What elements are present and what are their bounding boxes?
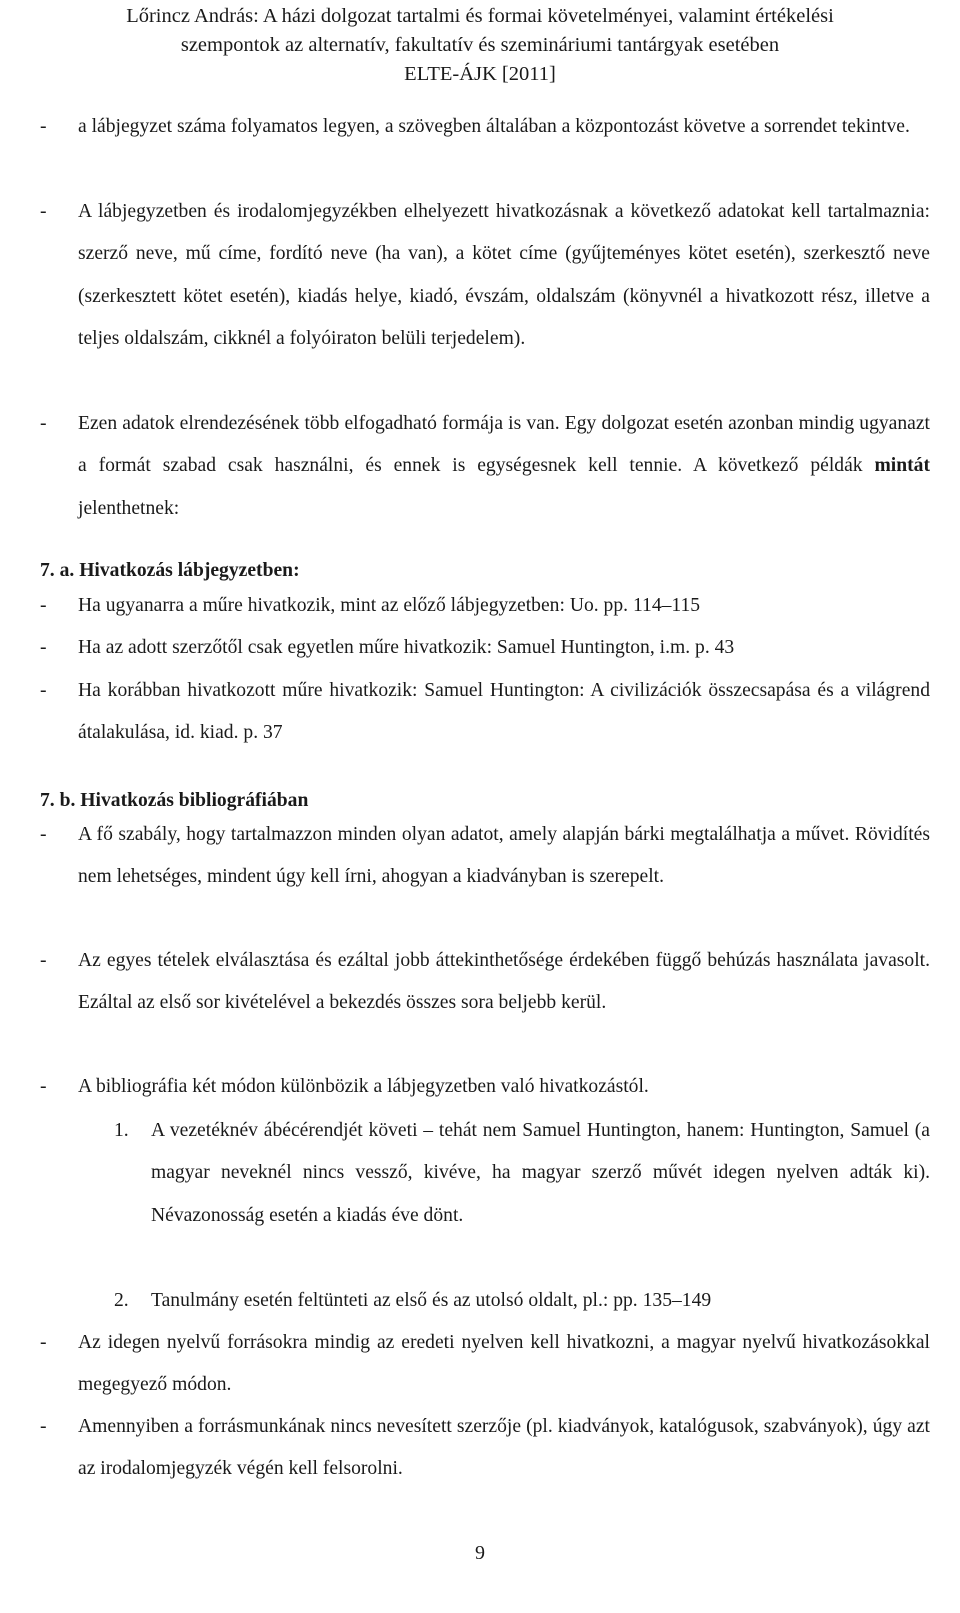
list-item bbox=[40, 1406, 930, 1491]
section-heading-a: 7. a. Hivatkozás lábjegyzetben: bbox=[40, 560, 300, 581]
header-line-2: szempontok az alternatív, fakultatív és szemináriumi tantárgyak esetében bbox=[180, 34, 780, 56]
list-item bbox=[40, 940, 930, 1025]
bold-text: mintát bbox=[874, 455, 930, 477]
numbered-item-text: Tanulmány esetén feltünteti az első és az utolsó oldalt, pl.: pp. 135–149 bbox=[151, 1290, 712, 1311]
item-number: 1. bbox=[114, 1120, 129, 1141]
list-item bbox=[40, 191, 930, 360]
bullet-dash: - bbox=[40, 595, 47, 616]
list-item-text: Ha korábban hivatkozott műre hivatkozik: Samuel Huntington: A civilizációk összecsapása és a világrend átalakulása, id. kiad. p. 37 bbox=[78, 680, 930, 744]
list-item-text: Amennyiben a forrásmunkának nincs nevesített szerzője (pl. kiadványok, katalógusok, szabványok), úgy azt az irodalomjegyzék végén kell felsorolni. bbox=[78, 1416, 930, 1480]
bullet-dash: - bbox=[40, 637, 47, 658]
list-item-text: A fő szabály, hogy tartalmazzon minden olyan adatot, amely alapján bárki megtalálhatja a művet. Rövidítés nem lehetséges, mindent úgy kell írni, ahogyan a kiadványban is szerepelt. bbox=[78, 824, 930, 888]
bullet-dash: - bbox=[40, 201, 47, 222]
page-number: 9 bbox=[475, 1542, 485, 1564]
numbered-item-text: A vezetéknév ábécérendjét követi – tehát nem Samuel Huntington, hanem: Huntington, Samuel (a magyar neveknél nincs vessző, kivéve, ha magyar szerző művét idegen nyelven adták ki). Névazonosság esetén a kiadás éve dönt. bbox=[151, 1120, 930, 1226]
bullet-dash: - bbox=[40, 1416, 47, 1437]
list-item-text: Az egyes tételek elválasztása és ezáltal jobb áttekinthetősége érdekében függő behúzás használata javasolt. Ezáltal az első sor kivételével a bekezdés összes sora beljebb kerül. bbox=[78, 950, 930, 1014]
numbered-item bbox=[114, 1280, 930, 1322]
bullet-dash: - bbox=[40, 116, 47, 137]
item-number: 2. bbox=[114, 1290, 129, 1311]
list-item bbox=[40, 1066, 930, 1108]
numbered-item bbox=[114, 1110, 930, 1237]
page-header bbox=[0, 2, 960, 89]
list-item-text: Ha ugyanarra a műre hivatkozik, mint az előző lábjegyzetben: Uo. pp. 114–115 bbox=[78, 595, 701, 616]
bullet-dash: - bbox=[40, 950, 47, 971]
text-run: Ezen adatok elrendezésének több elfogadható formája is van. Egy dolgozat esetén azonban mindig ugyanazt a formát szabad csak használni, és ennek is egységesnek kell tennie. A következő példák bbox=[78, 413, 930, 477]
text-run: jelenthetnek: bbox=[78, 497, 180, 519]
header-line-1: Lőrincz András: A házi dolgozat tartalmi és formai követelményei, valamint értékelési bbox=[126, 5, 834, 27]
list-item-text bbox=[78, 403, 930, 530]
header-line-3: ELTE-ÁJK [2011] bbox=[404, 63, 556, 85]
list-item-text: Ha az adott szerzőtől csak egyetlen műre hivatkozik: Samuel Huntington, i.m. p. 43 bbox=[78, 637, 735, 658]
list-item bbox=[40, 814, 930, 899]
bullet-dash: - bbox=[40, 1076, 47, 1097]
bullet-dash: - bbox=[40, 680, 47, 701]
bullet-dash: - bbox=[40, 413, 47, 434]
list-item bbox=[40, 1322, 930, 1407]
list-item bbox=[40, 670, 930, 755]
bullet-dash: - bbox=[40, 1332, 47, 1353]
bullet-dash: - bbox=[40, 824, 47, 845]
list-item bbox=[40, 106, 930, 148]
section-heading-b: 7. b. Hivatkozás bibliográfiában bbox=[40, 790, 309, 811]
list-item bbox=[40, 627, 930, 669]
list-item bbox=[40, 585, 930, 627]
list-item-text: A bibliográfia két módon különbözik a lábjegyzetben való hivatkozástól. bbox=[78, 1076, 649, 1097]
list-item-text: Az idegen nyelvű forrásokra mindig az eredeti nyelven kell hivatkozni, a magyar nyelvű hivatkozásokkal megegyező módon. bbox=[78, 1332, 930, 1396]
list-item-text: a lábjegyzet száma folyamatos legyen, a szövegben általában a központozást követve a sorrendet tekintve. bbox=[78, 116, 910, 137]
list-item-text: A lábjegyzetben és irodalomjegyzékben elhelyezett hivatkozásnak a következő adatokat kell tartalmaznia: szerző neve, mű címe, fordító neve (ha van), a kötet címe (gyűjteményes kötet esetén), szerkesztő neve (szerkesztett kötet esetén), kiadás helye, kiadó, évszám, oldalszám (könyvnél a hivatkozott rész, illetve a teljes oldalszám, cikknél a folyóiraton belüli terjedelem). bbox=[78, 201, 930, 349]
list-item bbox=[40, 403, 930, 530]
